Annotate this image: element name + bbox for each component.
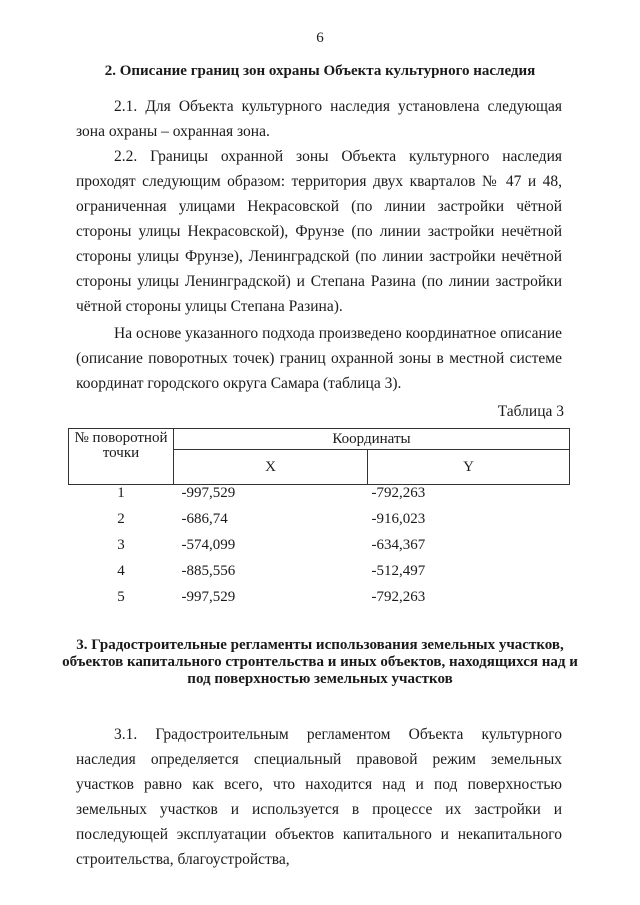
paragraph-coordinates-intro: На основе указанного подхода произведено координатное описание (описание поворотных точек) границ охранной зоны в местной системе координат городского округа Самара (таблица 3). [76,325,562,392]
table-caption: Таблица 3 [497,403,564,420]
y-value: -512,497 [371,563,426,579]
point-number: 3 [117,537,125,553]
y-header: Y [368,450,570,485]
point-number-header: № поворотной точки [69,429,174,485]
y-value: -792,263 [371,589,426,605]
paragraph-2-1: 2.1. Для Объекта культурного наследия установлена следующая зона охраны – охранная зона. [76,98,562,140]
point-number: 1 [117,485,125,501]
paragraph-2-2: 2.2. Границы охранной зоны Объекта культурного наследия проходят следующим образом: территория двух кварталов № 47 и 48, ограниченная улицами Некрасовской (по линии застройки чётной стороны улицы Некрасовской), Фрунзе (по линии застройки нечётной стороны улицы Фрунзе), Ленинградской (по линии застройки нечётной стороны улицы Ленинградской) и Степана Разина (по линии застройки чётной стороны улицы Степана Разина). [76,148,562,315]
table-row [69,511,570,537]
section-2-heading: 2. Описание границ зон охраны Объекта культурного наследия [104,63,536,79]
y-value: -634,367 [371,537,426,553]
paragraph-3-1: 3.1. Градостроительным регламентом Объекта культурного наследия определяется специальный правовой режим земельных участков равно как всего, что находится над и под поверхностью земельных участков и используется в процессе их застройки и последующей эксплуатации объектов капитального и некапитального строительства, благоустройства, [76,726,562,868]
section-3-heading: 3. Градостроительные регламенты использования земельных участков, объектов капитального стронтельства и иных объектов, находящихся над и под поверхностью земельных участков [62,637,578,687]
x-header: X [174,450,368,485]
x-value: -686,74 [181,511,228,527]
x-value: -574,099 [181,537,236,553]
y-value: -792,263 [371,485,426,501]
table-row [69,563,570,589]
coordinates-table [68,428,570,615]
y-value: -916,023 [371,511,426,527]
table-row [69,485,570,512]
coordinates-header: Координаты [174,429,570,450]
page-number: 6 [316,30,324,46]
x-value: -997,529 [181,589,236,605]
x-value: -885,556 [181,563,236,579]
point-number: 2 [117,511,125,527]
x-value: -997,529 [181,485,236,501]
point-number: 4 [117,563,125,579]
point-number: 5 [117,589,125,605]
table-row [69,589,570,615]
table-row [69,537,570,563]
